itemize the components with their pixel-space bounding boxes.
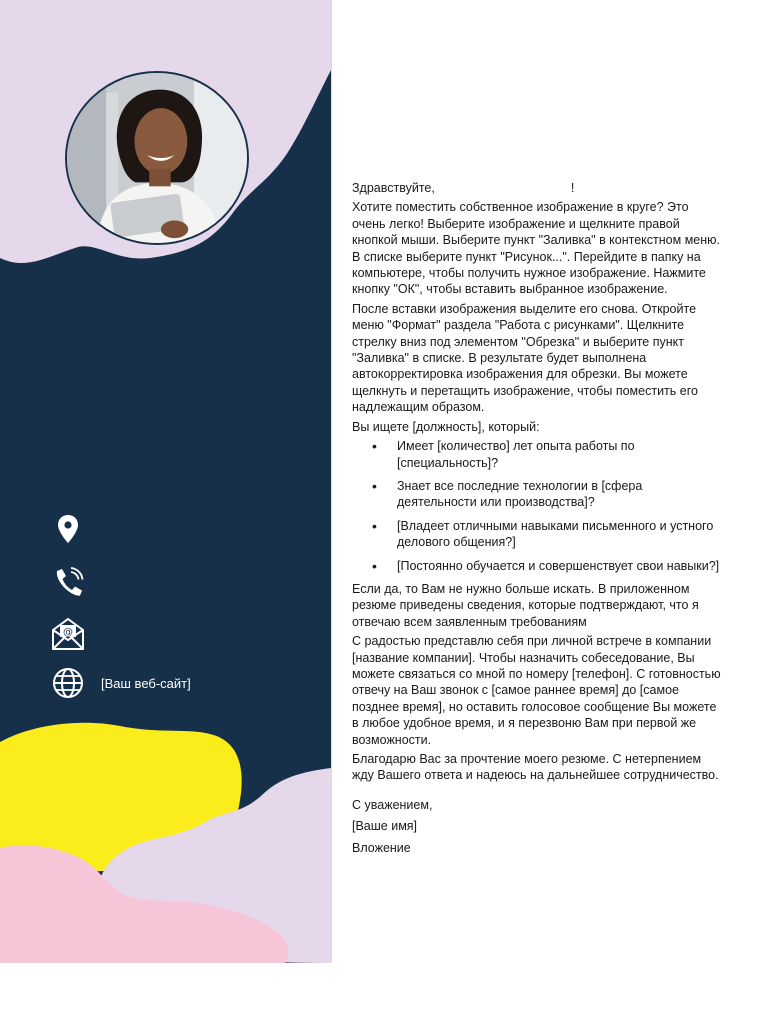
- portrait-illustration: [67, 73, 247, 243]
- page-divider: [331, 0, 332, 963]
- greeting-prefix: Здравствуйте,: [352, 181, 435, 195]
- letter-paragraph: Хотите поместить собственное изображение в круге? Это очень легко! Выберите изображение и щелкните правой кнопкой мыши. Выберите пункт "Заливка" в контекстном меню. В списке выберите пункт "Рисунок...". Перейдите в папку на компьютере, чтобы получить нужное изображение. Нажмите кнопку "ОК", чтобы вставить выбранное изображение.: [352, 200, 720, 297]
- qualifications-list: [352, 438, 724, 574]
- list-item: • [Владеет отличными навыками письменного и устного делового общения?]: [352, 518, 724, 551]
- website-label: [Ваш веб-сайт]: [101, 676, 191, 691]
- closing-block: [352, 797, 724, 856]
- greeting-suffix: !: [570, 181, 575, 195]
- letter-paragraph: После вставки изображения выделите его снова. Откройте меню "Формат" раздела "Работа с рисунками". Щелкните стрелку вниз под элементом "Обрезка" и выберите пункт "Заливка" в списке. В результате будет выполнена автокорректировка изображения для обрезки. Вы можете щелкнуть и перетащить изображение, чтобы поместить его надлежащим образом.: [352, 301, 698, 415]
- greeting: [352, 180, 724, 196]
- list-item: • [Постоянно обучается и совершенствует свои навыки?]: [352, 558, 724, 574]
- list-intro: Вы ищете [должность], который:: [352, 419, 540, 434]
- attachment-note: Вложение: [352, 840, 411, 855]
- sidebar: [0, 0, 331, 963]
- letter-paragraph: Благодарю Вас за прочтение моего резюме. С нетерпением жду Вашего ответа и надеюсь на дальнейшее сотрудничество.: [352, 752, 719, 783]
- location-pin-icon: [50, 511, 86, 547]
- list-item: • Знает все последние технологии в [сфера деятельности или производства]?: [352, 478, 724, 511]
- signature-name: [Ваше имя]: [352, 819, 418, 834]
- letter-paragraph: С радостью представлю себя при личной встрече в компании [название компании]. Чтобы назначить собеседование, Вы можете связаться со мной по номеру [телефон]. С готовностью отвечу на Ваш звонок с [самое раннее время] до [самое позднее время], но оставить голосовое сообщение Вы можете в любое удобное время, и я перезвоню Вам при первой же возможности.: [352, 634, 721, 747]
- email-envelope-icon: [50, 616, 86, 652]
- svg-text:@: @: [63, 627, 73, 638]
- letter-paragraph: Если да, то Вам не нужно больше искать. В приложенном резюме приведены сведения, которые подтверждают, что я отвечаю всем заявленным требованиям: [352, 581, 699, 629]
- phone-icon: [50, 565, 86, 601]
- cover-letter: [352, 180, 724, 861]
- globe-icon: [50, 665, 86, 701]
- closing-salutation: С уважением,: [352, 797, 433, 812]
- list-item: • Имеет [количество] лет опыта работы по [специальность]?: [352, 438, 724, 471]
- profile-photo: [65, 71, 249, 245]
